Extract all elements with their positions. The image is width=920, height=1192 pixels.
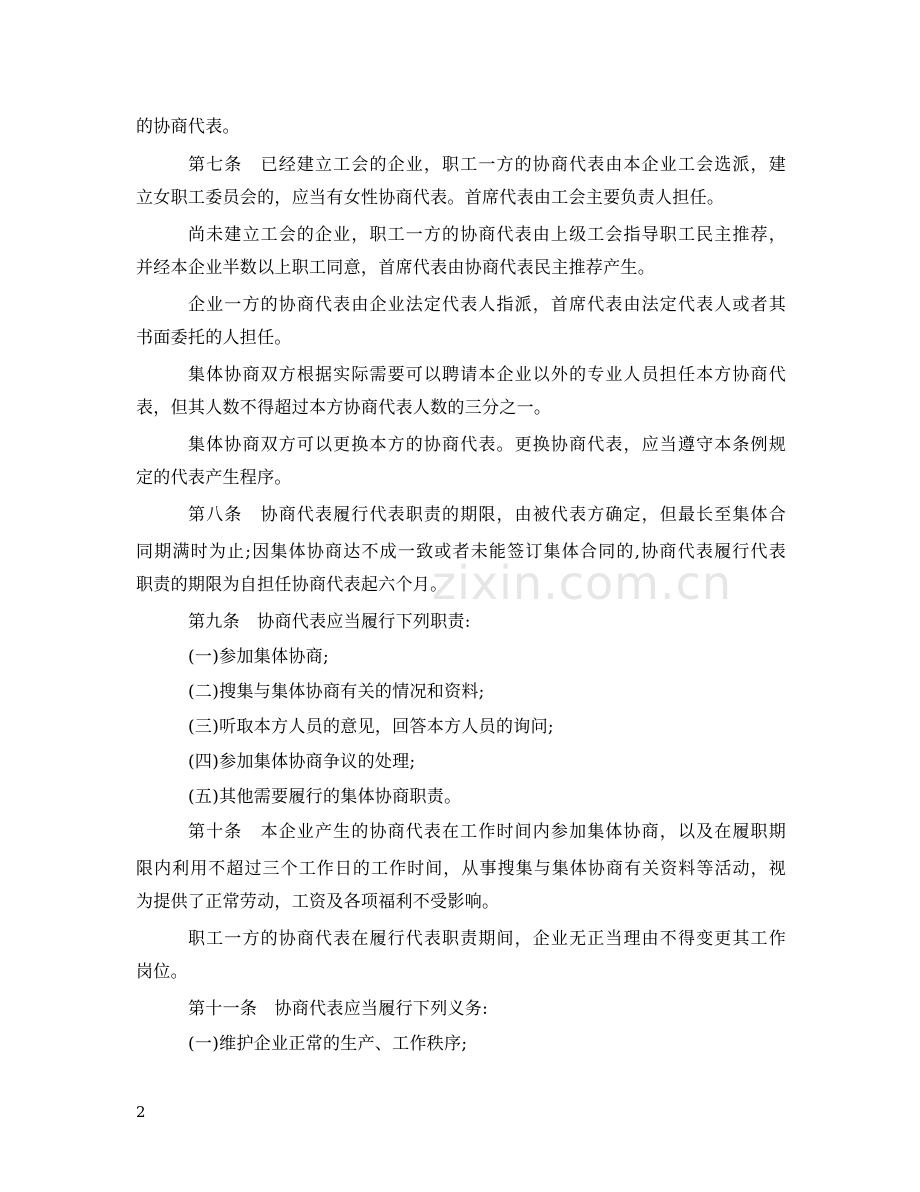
text-line: 同期满时为止;因集体协商达不成一致或者未能签订集体合同的,协商代表履行代表 (136, 542, 786, 562)
text-line: 第九条 协商代表应当履行下列职责: (188, 612, 471, 632)
page-number: 2 (136, 1103, 146, 1121)
text-line: 职工一方的协商代表在履行代表职责期间，企业无正当理由不得变更其工作 (188, 929, 786, 949)
text-line: (一)参加集体协商; (188, 647, 329, 667)
text-line: 集体协商双方根据实际需要可以聘请本企业以外的专业人员担任本方协商代 (188, 365, 786, 385)
text-line: 第十条 本企业产生的协商代表在工作时间内参加集体协商，以及在履职期 (188, 822, 786, 842)
text-line: 并经本企业半数以上职工同意，首席代表由协商代表民主推荐产生。 (136, 258, 655, 278)
text-line: 的协商代表。 (136, 117, 240, 137)
text-line: 表，但其人数不得超过本方协商代表人数的三分之一。 (136, 398, 552, 418)
text-line: 定的代表产生程序。 (136, 468, 292, 488)
text-line: 第八条 协商代表履行代表职责的期限，由被代表方确定，但最长至集体合 (188, 505, 786, 525)
text-line: (五)其他需要履行的集体协商职责。 (188, 787, 462, 807)
text-line: 岗位。 (136, 962, 188, 982)
text-line: 尚未建立工会的企业，职工一方的协商代表由上级工会指导职工民主推荐， (188, 225, 786, 245)
text-line: (四)参加集体协商争议的处理; (188, 752, 416, 772)
text-line: 立女职工委员会的，应当有女性协商代表。首席代表由工会主要负责人担任。 (136, 188, 725, 208)
text-line: (三)听取本方人员的意见，回答本方人员的询问; (188, 717, 554, 737)
text-line: 限内利用不超过三个工作日的工作时间，从事搜集与集体协商有关资料等活动，视 (136, 859, 786, 879)
text-line: 集体协商双方可以更换本方的协商代表。更换协商代表，应当遵守本条例规 (188, 435, 786, 455)
text-line: (一)维护企业正常的生产、工作秩序; (188, 1034, 468, 1054)
text-line: 第十一条 协商代表应当履行下列义务: (188, 999, 489, 1019)
text-line: 第七条 已经建立工会的企业，职工一方的协商代表由本企业工会选派，建 (188, 155, 786, 175)
text-line: 职责的期限为自担任协商代表起六个月。 (136, 575, 448, 595)
watermark: zixin.com.cn (432, 556, 733, 610)
text-line: 书面委托的人担任。 (136, 328, 292, 348)
text-line: 为提供了正常劳动，工资及各项福利不受影响。 (136, 892, 500, 912)
text-line: (二)搜集与集体协商有关的情况和资料; (188, 682, 485, 702)
text-line: 企业一方的协商代表由企业法定代表人指派，首席代表由法定代表人或者其 (188, 295, 786, 315)
